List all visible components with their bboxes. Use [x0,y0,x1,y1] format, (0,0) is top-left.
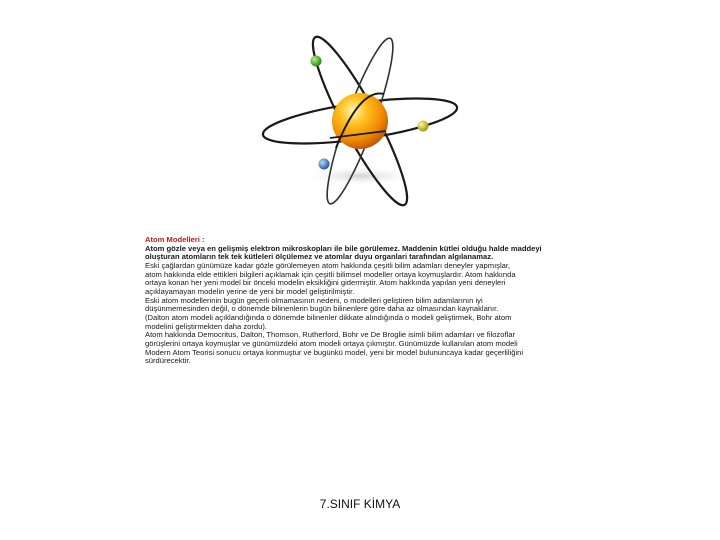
nucleus [332,93,388,149]
electron-blue [319,159,330,170]
atom-icon [258,28,463,213]
text-line: Modern Atom Teorisi sonucu ortaya konmuştur ve bugünkü model, yeni bir model bulununcaya kadar geçerliliğini [145,347,524,357]
electron-yellow [418,121,429,132]
text-line: Atom gözle veya en gelişmiş elektron mikroskopları ile bile görülemez. Maddenin kütlei olduğu halde maddeyi [145,243,542,253]
text-line: oluşturan atomların tek tek kütleleri ölçülemez ve atomlar duyu organlari tarafından algılanamaz. [145,252,494,262]
text-line: düşünmemesinden değil, o dönemde bilinenlerin bugün bilinenlere göre daha az olmasından kaynaklanır. [145,304,499,314]
electron-green [311,56,322,67]
text-line: Eski çağlardan günümüze kadar gözle görülemeyen atom hakkında çeşitli bilim adamları deneyler yapmışlar, [145,260,511,270]
text-line: ortaya konan her yeni model bir önceki modelin eksikliğini gidermiştir. Atom hakkında yapılan yeni deneyleri [145,278,506,288]
section-title: Atom Modelleri : [145,235,205,244]
text-line: görüşlerini ortaya koymuşlar ve günümüzdeki atom modeli ortaya çıkmıştır. Günümüzde kullanılan atom modeli [145,338,518,348]
text-line: modelini geliştirmekten daha zordu). [145,321,267,331]
text-line: (Dalton atom modeli açıklandığında o dönemde bilinenler dikkate alındığında o modeli geliştirmek, Bohr atom [145,312,512,322]
text-line: atom hakkında elde ettikleri bilgileri açıklamak için çeşitli bilimsel modeller ortaya koymuşlardır. Atom hakkında [145,269,516,279]
text-line: sürdürecektir. [145,356,191,366]
text-line: Atom hakkında Democritus, Dalton, Thomson, Rutherford, Bohr ve De Broglie isimli bilim adamları ve filozoflar [145,330,515,340]
atom-models-text [145,236,585,366]
text-line: açıklayamayan modelin yerine de yeni bir model geliştirilmiştir. [145,286,355,296]
footer-label: 7.SINIF KİMYA [319,497,401,511]
text-line: Eski atom modellerinin bugün geçerli olmamasının nedeni, o modelleri geliştiren bilim adamlarının iyi [145,295,483,305]
